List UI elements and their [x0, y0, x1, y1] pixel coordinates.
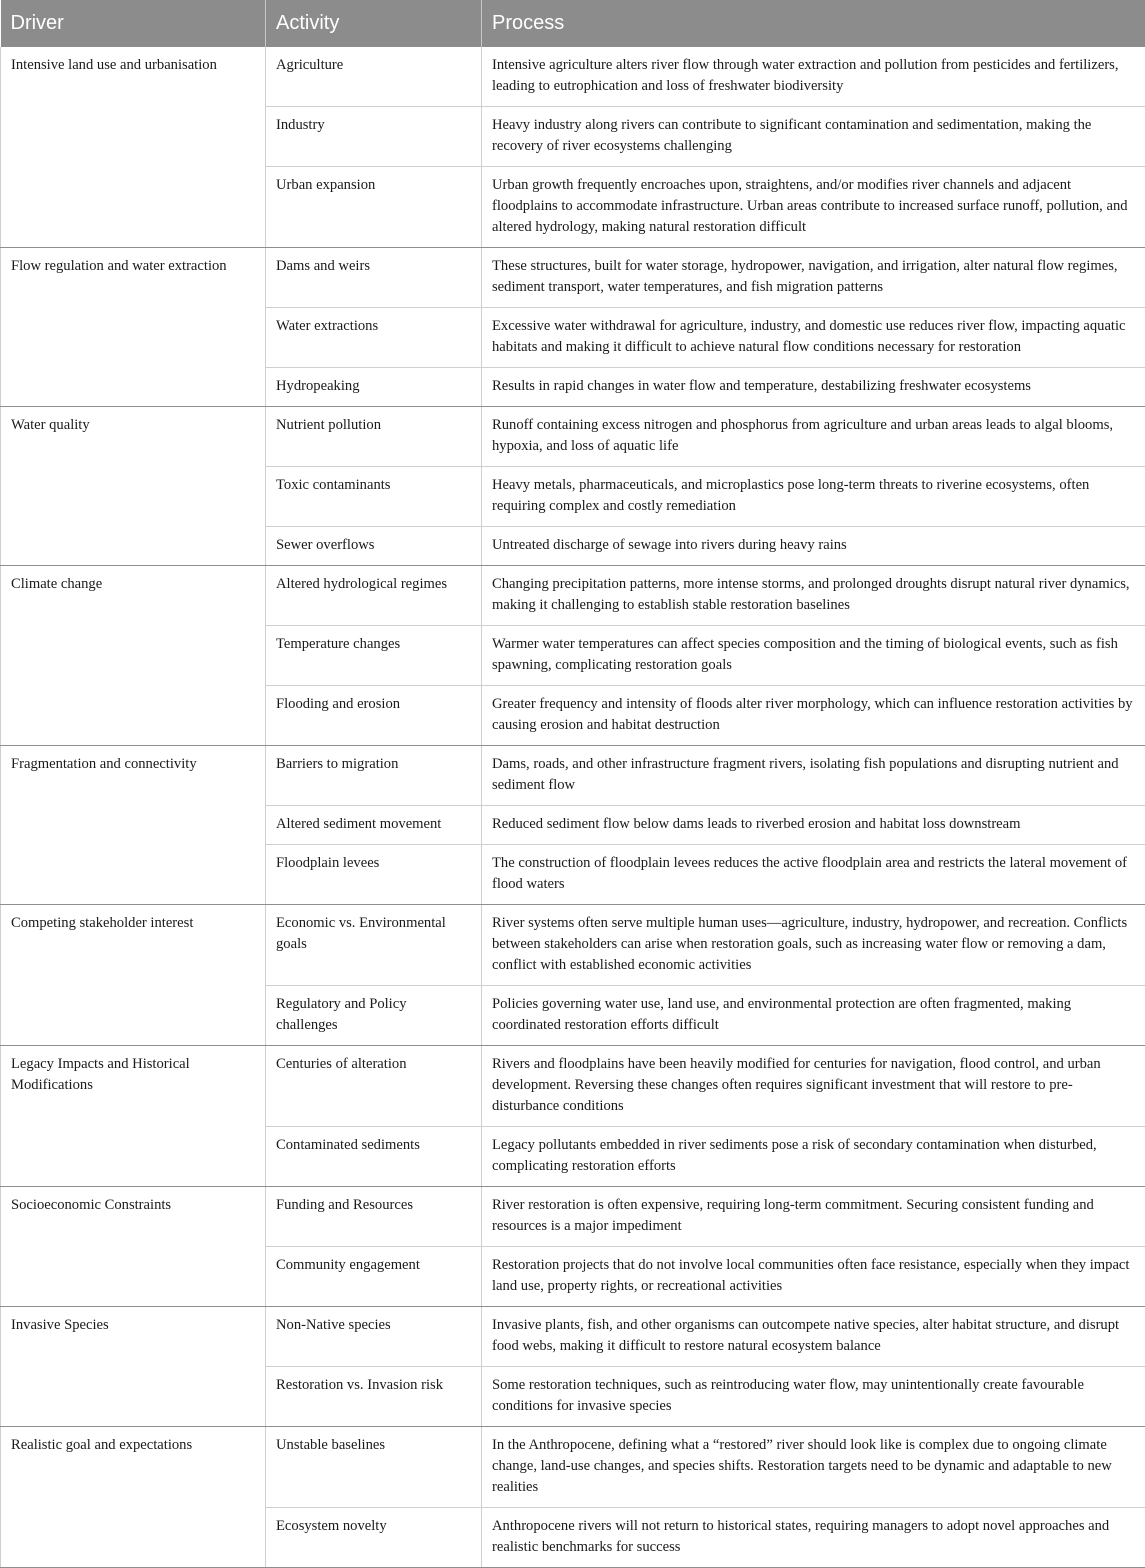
activity-cell: Ecosystem novelty: [266, 1508, 482, 1568]
activity-cell: Community engagement: [266, 1247, 482, 1307]
table-row: [1, 1046, 1145, 1127]
process-cell: The construction of floodplain levees reduces the active floodplain area and restricts the lateral movement of flood waters: [482, 845, 1145, 905]
process-cell: River restoration is often expensive, requiring long-term commitment. Securing consistent funding and resources is a major impediment: [482, 1187, 1145, 1247]
process-cell: Excessive water withdrawal for agriculture, industry, and domestic use reduces river flow, impacting aquatic habitats and making it difficult to achieve natural flow conditions necessary for restoration: [482, 308, 1145, 368]
activity-cell: Water extractions: [266, 308, 482, 368]
process-cell: Policies governing water use, land use, and environmental protection are often fragmented, making coordinated restoration efforts difficult: [482, 986, 1145, 1046]
activity-cell: Non-Native species: [266, 1307, 482, 1367]
process-cell: Untreated discharge of sewage into rivers during heavy rains: [482, 527, 1145, 566]
process-cell: Anthropocene rivers will not return to historical states, requiring managers to adopt novel approaches and realistic benchmarks for success: [482, 1508, 1145, 1568]
table-row: [1, 248, 1145, 308]
header-driver: Driver: [1, 0, 266, 47]
activity-cell: Economic vs. Environmental goals: [266, 905, 482, 986]
process-cell: These structures, built for water storage, hydropower, navigation, and irrigation, alter natural flow regimes, sediment transport, water temperatures, and fish migration patterns: [482, 248, 1145, 308]
activity-cell: Industry: [266, 107, 482, 167]
process-cell: Some restoration techniques, such as reintroducing water flow, may unintentionally create favourable conditions for invasive species: [482, 1367, 1145, 1427]
table-row: [1, 746, 1145, 806]
activity-cell: Dams and weirs: [266, 248, 482, 308]
process-cell: Legacy pollutants embedded in river sediments pose a risk of secondary contamination when disturbed, complicating restoration efforts: [482, 1127, 1145, 1187]
activity-cell: Unstable baselines: [266, 1427, 482, 1508]
table-row: [1, 1427, 1145, 1508]
process-cell: Rivers and floodplains have been heavily modified for centuries for navigation, flood control, and urban development. Reversing these changes often requires significant investment that will restore to pre-disturbance conditions: [482, 1046, 1145, 1127]
process-cell: Reduced sediment flow below dams leads to riverbed erosion and habitat loss downstream: [482, 806, 1145, 845]
process-cell: Intensive agriculture alters river flow through water extraction and pollution from pesticides and fertilizers, leading to eutrophication and loss of freshwater biodiversity: [482, 47, 1145, 107]
driver-cell: Water quality: [1, 407, 266, 566]
driver-cell: Invasive Species: [1, 1307, 266, 1427]
activity-cell: Floodplain levees: [266, 845, 482, 905]
activity-cell: Contaminated sediments: [266, 1127, 482, 1187]
activity-cell: Restoration vs. Invasion risk: [266, 1367, 482, 1427]
table-row: [1, 1187, 1145, 1247]
table-row: [1, 407, 1145, 467]
driver-cell: Competing stakeholder interest: [1, 905, 266, 1046]
activity-cell: Urban expansion: [266, 167, 482, 248]
activity-cell: Agriculture: [266, 47, 482, 107]
process-cell: Greater frequency and intensity of floods alter river morphology, which can influence restoration activities by causing erosion and habitat destruction: [482, 686, 1145, 746]
driver-cell: Intensive land use and urbanisation: [1, 47, 266, 248]
process-cell: Heavy industry along rivers can contribute to significant contamination and sedimentation, making the recovery of river ecosystems challenging: [482, 107, 1145, 167]
driver-cell: Legacy Impacts and Historical Modifications: [1, 1046, 266, 1187]
header-activity: Activity: [266, 0, 482, 47]
process-cell: Results in rapid changes in water flow and temperature, destabilizing freshwater ecosystems: [482, 368, 1145, 407]
process-cell: River systems often serve multiple human uses—agriculture, industry, hydropower, and recreation. Conflicts between stakeholders can arise when restoration goals, such as increasing water flow or removing a dam, conflict with established economic activities: [482, 905, 1145, 986]
table-row: [1, 47, 1145, 107]
activity-cell: Flooding and erosion: [266, 686, 482, 746]
activity-cell: Centuries of alteration: [266, 1046, 482, 1127]
process-cell: Invasive plants, fish, and other organisms can outcompete native species, alter habitat structure, and disrupt food webs, making it difficult to restore natural ecosystem balance: [482, 1307, 1145, 1367]
activity-cell: Nutrient pollution: [266, 407, 482, 467]
activity-cell: Toxic contaminants: [266, 467, 482, 527]
driver-cell: Realistic goal and expectations: [1, 1427, 266, 1568]
process-cell: Warmer water temperatures can affect species composition and the timing of biological events, such as fish spawning, complicating restoration goals: [482, 626, 1145, 686]
activity-cell: Temperature changes: [266, 626, 482, 686]
header-process: Process: [482, 0, 1145, 47]
activity-cell: Funding and Resources: [266, 1187, 482, 1247]
header-row: [1, 0, 1145, 47]
process-cell: Restoration projects that do not involve local communities often face resistance, especially when they impact land use, property rights, or recreational activities: [482, 1247, 1145, 1307]
activity-cell: Regulatory and Policy challenges: [266, 986, 482, 1046]
table-row: [1, 905, 1145, 986]
driver-cell: Socioeconomic Constraints: [1, 1187, 266, 1307]
activity-cell: Altered hydrological regimes: [266, 566, 482, 626]
driver-cell: Climate change: [1, 566, 266, 746]
process-cell: Changing precipitation patterns, more intense storms, and prolonged droughts disrupt natural river dynamics, making it challenging to establish stable restoration baselines: [482, 566, 1145, 626]
process-cell: In the Anthropocene, defining what a “restored” river should look like is complex due to ongoing climate change, land-use changes, and species shifts. Restoration targets need to be dynamic and adaptable to new realities: [482, 1427, 1145, 1508]
table-row: [1, 566, 1145, 626]
table-row: [1, 1307, 1145, 1367]
activity-cell: Sewer overflows: [266, 527, 482, 566]
process-cell: Urban growth frequently encroaches upon, straightens, and/or modifies river channels and adjacent floodplains to accommodate infrastructure. Urban areas contribute to increased surface runoff, pollution, and altered hydrology, making natural restoration difficult: [482, 167, 1145, 248]
table-body: [1, 47, 1145, 1568]
driver-cell: Fragmentation and connectivity: [1, 746, 266, 905]
process-cell: Dams, roads, and other infrastructure fragment rivers, isolating fish populations and disrupting nutrient and sediment flow: [482, 746, 1145, 806]
process-cell: Heavy metals, pharmaceuticals, and microplastics pose long-term threats to riverine ecosystems, often requiring complex and costly remediation: [482, 467, 1145, 527]
process-cell: Runoff containing excess nitrogen and phosphorus from agriculture and urban areas leads to algal blooms, hypoxia, and loss of aquatic life: [482, 407, 1145, 467]
activity-cell: Barriers to migration: [266, 746, 482, 806]
activity-cell: Hydropeaking: [266, 368, 482, 407]
activity-cell: Altered sediment movement: [266, 806, 482, 845]
driver-cell: Flow regulation and water extraction: [1, 248, 266, 407]
